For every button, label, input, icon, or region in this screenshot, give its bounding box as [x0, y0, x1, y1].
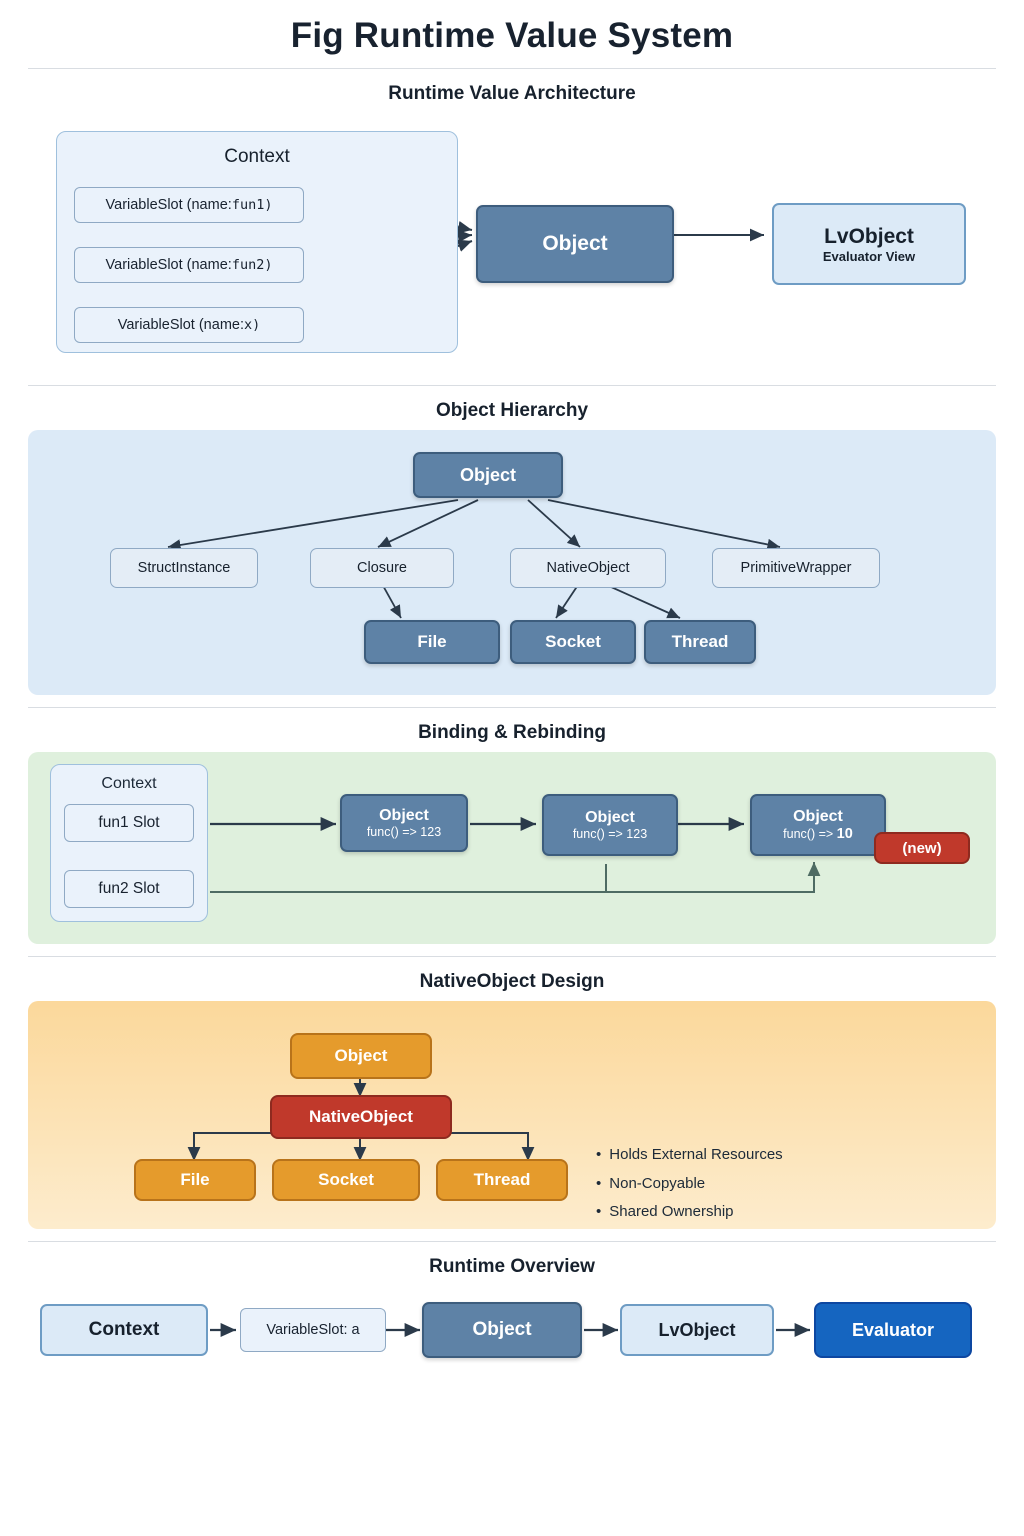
section-title-architecture: Runtime Value Architecture	[388, 83, 636, 104]
section-title-hierarchy: Object Hierarchy	[435, 400, 589, 421]
binding-object-sub-value: 10	[836, 826, 853, 842]
native-bullet-2: • Non-Copyable	[596, 1170, 783, 1199]
binding-object-v1[interactable]	[340, 794, 468, 852]
binding-object-v3[interactable]	[750, 794, 886, 856]
variable-slot-x[interactable]	[74, 307, 304, 343]
native-leaf-thread[interactable]: Thread	[436, 1159, 568, 1201]
hierarchy-child-primitivewrapper[interactable]: PrimitiveWrapper	[712, 548, 880, 588]
binding-band	[28, 752, 996, 944]
hierarchy-band	[28, 430, 996, 695]
native-leaf-file[interactable]: File	[134, 1159, 256, 1201]
divider-top	[28, 68, 996, 69]
binding-object-sub: func() => 123	[366, 825, 442, 839]
native-root-object[interactable]: Object	[290, 1033, 432, 1079]
slot-name: fun2	[231, 257, 265, 273]
slot-prefix: VariableSlot (name:	[105, 197, 232, 213]
variable-slot-fun2[interactable]	[74, 247, 304, 283]
hierarchy-child-nativeobject[interactable]: NativeObject	[510, 548, 666, 588]
slot-name: fun1	[231, 197, 265, 213]
slot-prefix: VariableSlot (name:	[117, 317, 244, 333]
hierarchy-child-structinstance[interactable]: StructInstance	[110, 548, 258, 588]
hierarchy-leaf-socket[interactable]: Socket	[510, 620, 636, 664]
lvobject-node[interactable]	[772, 203, 966, 285]
native-band	[28, 1001, 996, 1229]
variable-slot-fun1[interactable]	[74, 187, 304, 223]
divider-2	[28, 707, 996, 708]
hierarchy-root-object[interactable]: Object	[413, 452, 563, 498]
section-title-overview: Runtime Overview	[429, 1256, 595, 1277]
context-label-binding: Context	[101, 775, 157, 792]
new-badge: (new)	[874, 832, 970, 864]
slot-name: x	[244, 317, 253, 333]
binding-object-title: Object	[793, 808, 843, 825]
binding-object-title: Object	[379, 807, 429, 824]
binding-object-title: Object	[585, 809, 635, 826]
hierarchy-leaf-thread[interactable]: Thread	[644, 620, 756, 664]
overview-step-lvobject[interactable]: LvObject	[620, 1304, 774, 1356]
native-bullet-list	[596, 1141, 783, 1227]
section-title-binding: Binding & Rebinding	[418, 722, 606, 743]
overview-band	[28, 1286, 996, 1396]
divider-3	[28, 956, 996, 957]
binding-object-sub: func() => 123	[572, 827, 648, 841]
lvobject-title: LvObject	[824, 224, 914, 248]
hierarchy-leaf-file[interactable]: File	[364, 620, 500, 664]
overview-step-evaluator[interactable]: Evaluator	[814, 1302, 972, 1358]
native-object-node[interactable]: NativeObject	[270, 1095, 452, 1139]
slot-suffix: )	[264, 257, 273, 273]
native-bullet-1: • Holds External Resources	[596, 1141, 783, 1170]
hierarchy-child-closure[interactable]: Closure	[310, 548, 454, 588]
section-title-native: NativeObject Design	[419, 971, 605, 992]
divider-1	[28, 385, 996, 386]
lvobject-subtitle: Evaluator View	[822, 248, 916, 264]
fun2-slot[interactable]: fun2 Slot	[64, 870, 194, 908]
overview-step-context[interactable]: Context	[40, 1304, 208, 1356]
page-title: Fig Runtime Value System	[290, 16, 734, 55]
binding-object-v2[interactable]	[542, 794, 678, 856]
divider-4	[28, 1241, 996, 1242]
fun1-slot[interactable]: fun1 Slot	[64, 804, 194, 842]
slot-prefix: VariableSlot (name:	[105, 257, 232, 273]
overview-step-object[interactable]: Object	[422, 1302, 582, 1358]
overview-step-variableslot[interactable]: VariableSlot: a	[240, 1308, 386, 1352]
binding-object-sub-text: func() =>	[783, 827, 837, 841]
object-node-architecture[interactable]: Object	[476, 205, 674, 283]
binding-object-sub	[783, 826, 853, 842]
slot-suffix: )	[264, 197, 273, 213]
context-label: Context	[224, 146, 290, 167]
slot-suffix: )	[252, 317, 261, 333]
architecture-band	[28, 113, 996, 373]
native-leaf-socket[interactable]: Socket	[272, 1159, 420, 1201]
native-bullet-3: • Shared Ownership	[596, 1198, 783, 1227]
